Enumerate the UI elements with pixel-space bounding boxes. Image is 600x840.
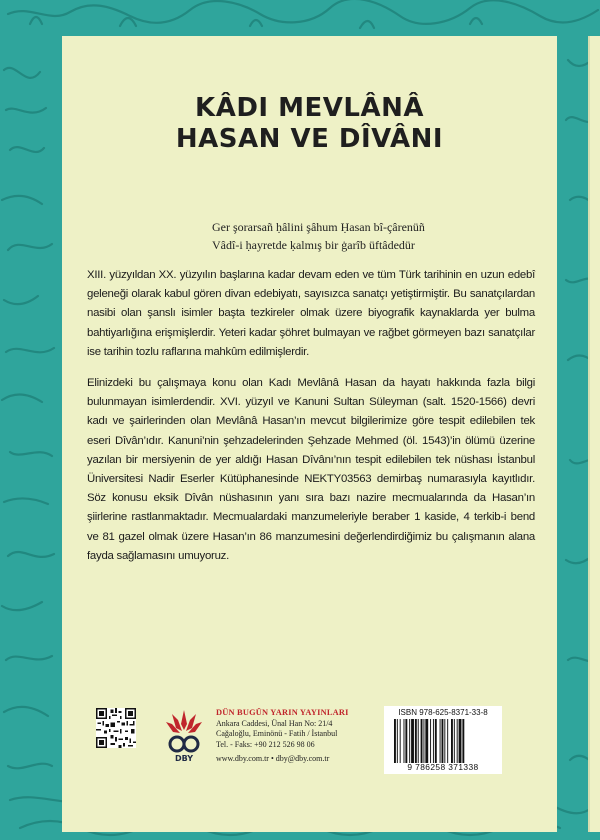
publisher-info [216,708,386,764]
qr-code-icon [96,708,136,748]
blurb-paragraph-2: Elinizdeki bu çalışmaya konu olan Kadı Mevlânâ Hasan da hayatı hakkında fazla bilgi bulunmayan isimlerdendir. XVI. yüzyıl ve Kanuni Sultan Süleyman (salt. 1520-1566) devri kadı ve şairlerinden olan Mevlânâ Hasan’ın mevcut bilgilerimize göre tespit edilebilen tek eseri Dîvân’ıdır. Kanuni’nin şehzadelerinden Şehzade Mehmed (öl. 1543)’in ölümü üzerine yazılan bir mersiyenin de yer aldığı Hasan Dîvânı’nın tespit edilebilen tek nüshası İstanbul Üniversitesi Nadir Eserler Kütüphanesinde NEKTY03563 demirbaş numarasıyla kayıtlıdır. Söz konusu eksik Dîvân nüshasının yanı sıra bazı nazire mecmualarında da Hasan’ın şiirlerine rastlanmaktadır. Mecmualardaki manzumeleriyle beraber 1 kaside, 4 terkib-i bend ve 81 gazel olmak üzere Hasan’ın 86 manzumesini değerlendirdiğimiz bu çalışmanın alana fayda sağlamasını umuyoruz. [87,377,535,562]
isbn-block [384,706,502,774]
address-line-1: Ankara Caddesi, Ünal Han No: 21/4 [216,719,333,729]
verse-line-2: Vâdî-i ḥayretde ḳalmış bir ġarîb üftâdedür [212,238,415,252]
back-cover-panel [62,36,557,832]
barcode-icon [392,719,496,763]
phone-fax: Tel. - Faks: +90 212 526 98 06 [216,739,315,749]
publisher-name: DÜN BUGÜN YARIN YAYINLARI [216,708,349,717]
blurb-paragraph-1: XIII. yüzyıldan XX. yüzyılın başlarına kadar devam eden ve tüm Türk tarihinin en uzun edebî geleneği olarak kabul gören divan edebiyatı, sayısızca sanatçı yetiştirmiştir. Bu sanatçılardan nasibi olan şanslı isimler başta tezkireler olmak üzere biyografik kaynaklarda yer bulma bahtiyarlığına erişmişlerdir. Yeteri kadar şöhret bulmayan ve rağbet görmeyen bazı sanatçılar ise tarihin tozlu raflarına mahkûm edilmişlerdir. [87,269,535,358]
svg-text:DBY: DBY [174,754,194,763]
publisher-web-email: www.dby.com.tr • dby@dby.com.tr [216,753,330,763]
title-line-1: KÂDI MEVLÂNÂ [195,93,424,123]
title-line-2: HASAN VE DÎVÂNI [175,124,444,154]
publisher-logo-icon [164,706,204,764]
address-line-2: Cağaloğlu, Eminönü - Fatih / İstanbul [216,729,338,739]
book-title [62,93,557,155]
publisher-footer [62,706,557,806]
verse-couplet [212,218,512,254]
verse-line-1: Ger şorarsañ ḥâlini şâhum Ḥasan bî-çârenüñ [212,220,425,234]
back-cover-spine-edge [588,36,600,832]
isbn-label: ISBN 978-625-8371-33-8 [398,708,488,717]
isbn-number: 9 786258 371338 [407,762,479,772]
